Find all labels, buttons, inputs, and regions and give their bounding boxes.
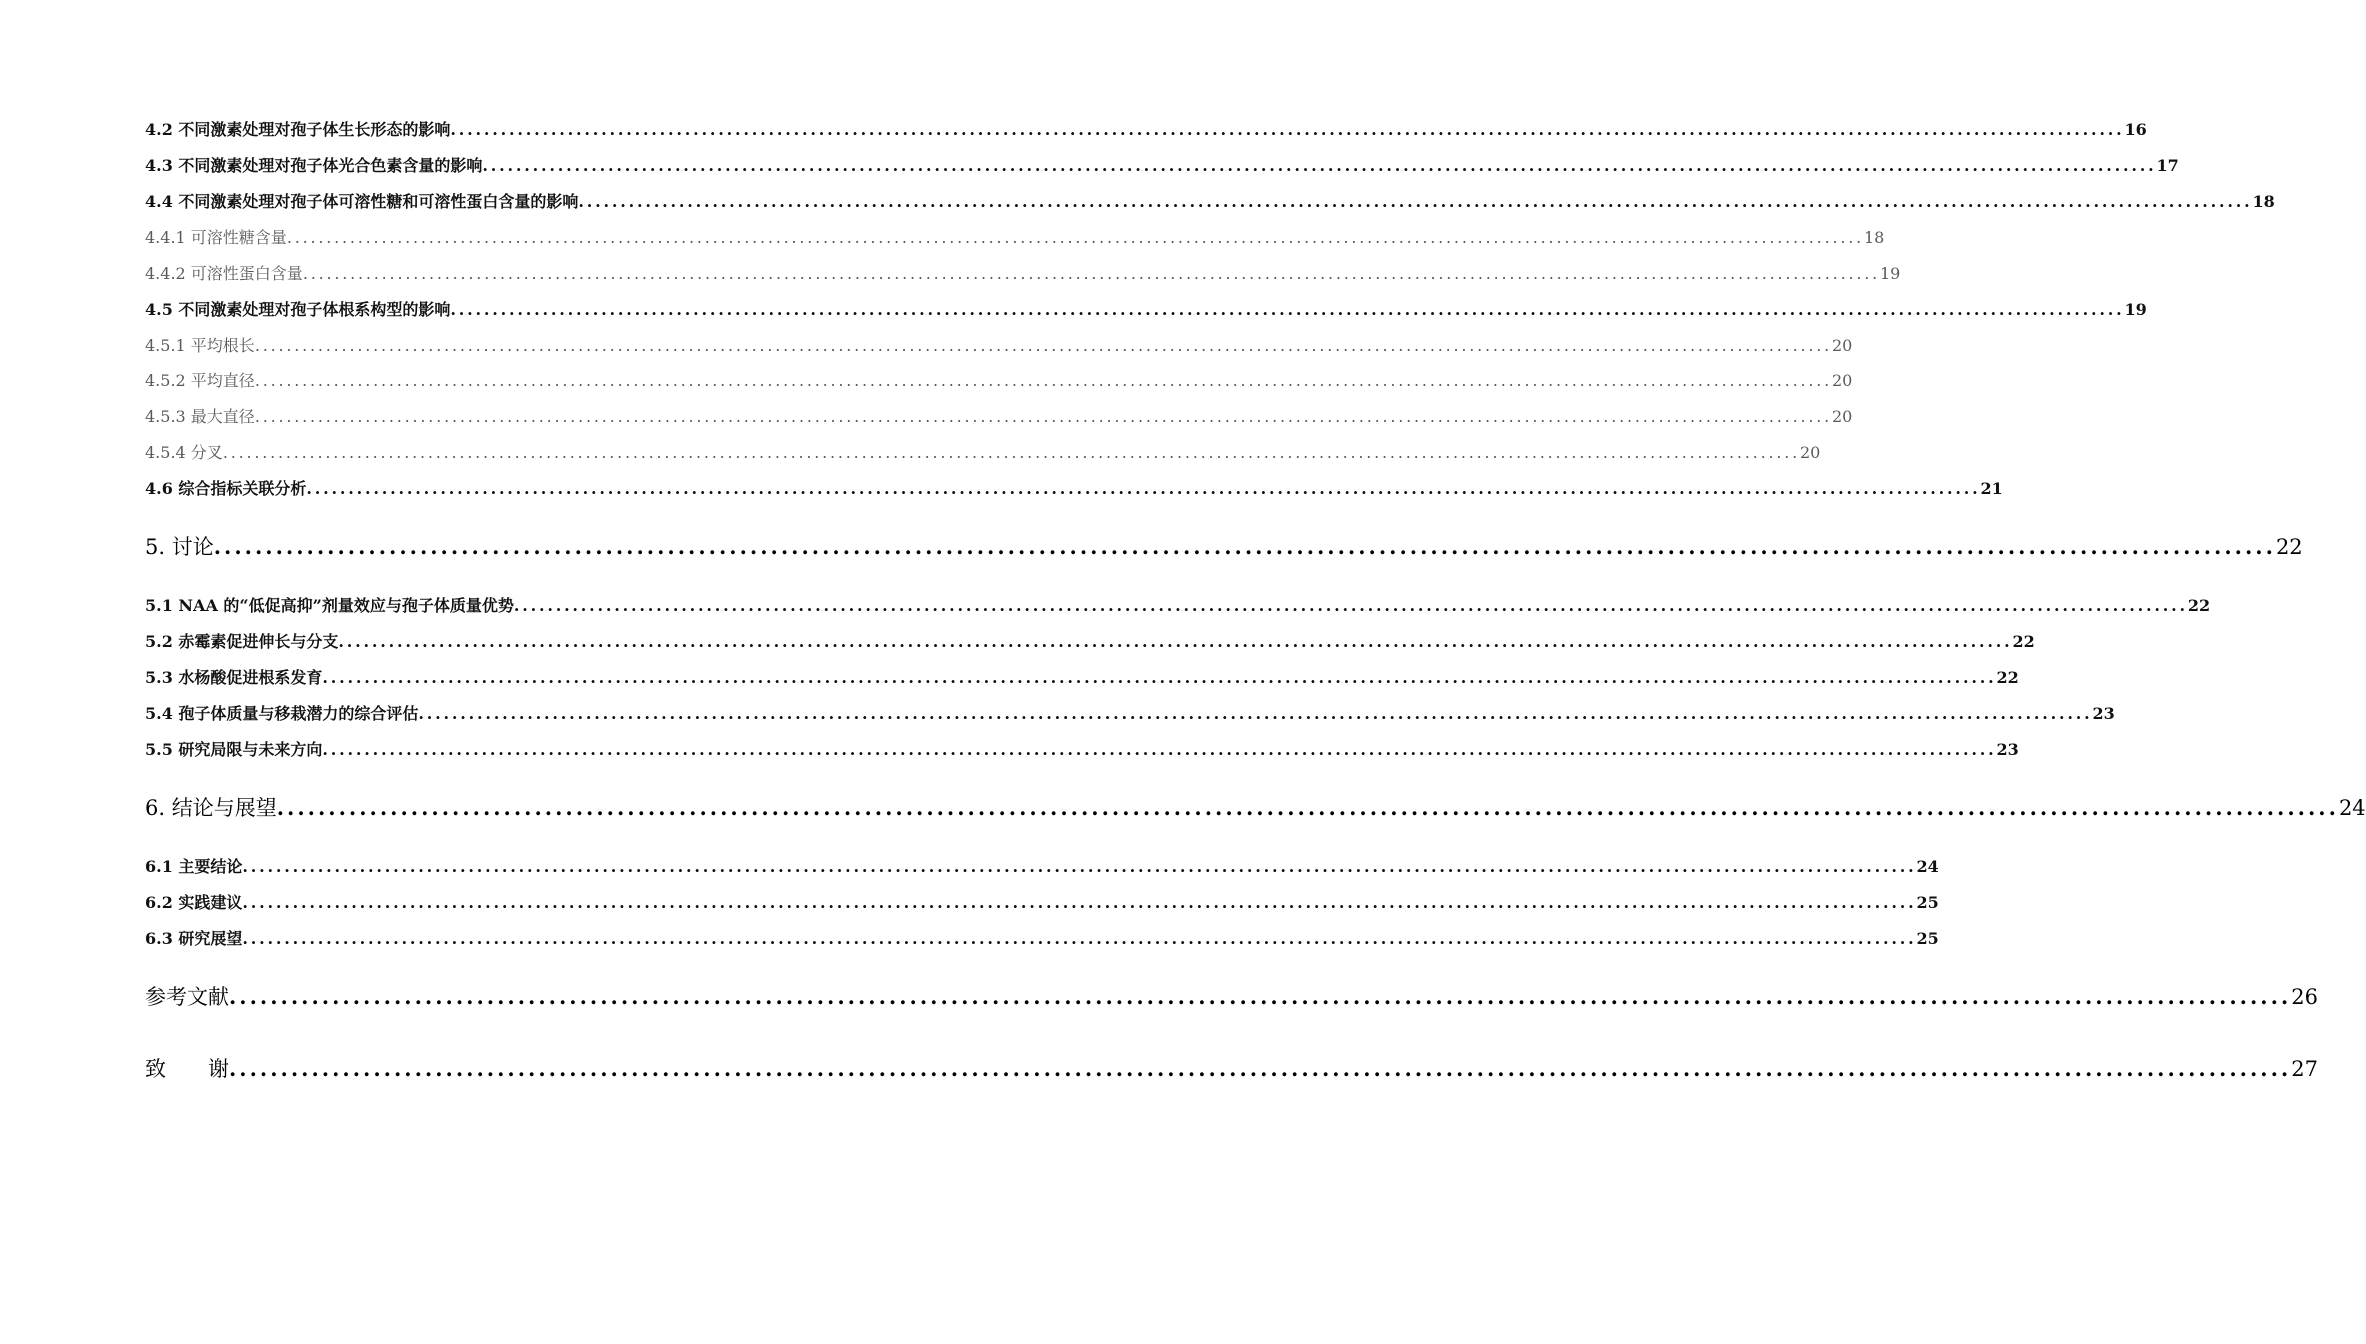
toc-page-number: 25	[1916, 929, 1939, 948]
toc-page-number: 16	[2124, 120, 2147, 139]
toc-page-number: 22	[1996, 668, 2019, 687]
toc-entry-title: 4.5.3 最大直径	[145, 407, 255, 426]
toc-page-number: 18	[1864, 228, 1885, 247]
toc-leader-dots: ........................................................................................................................................................................................................	[450, 300, 2125, 319]
toc-entry-title: 4.4 不同激素处理对孢子体可溶性糖和可溶性蛋白含量的影响	[145, 192, 579, 211]
toc-entry-title: 5. 讨论	[145, 535, 214, 559]
toc-leader-dots: ........................................................................................................................................................................................................	[306, 479, 1981, 498]
toc-entry-title: 4.3 不同激素处理对孢子体光合色素含量的影响	[145, 156, 483, 175]
toc-leader-dots: ........................................................................................................................................................................................................	[482, 156, 2157, 175]
toc-page-number: 20	[1800, 443, 1821, 462]
toc-entry-title: 4.5.4 分叉	[145, 443, 223, 462]
toc-entry-4-5-2[interactable]	[145, 368, 1853, 391]
toc-page-number: 19	[2124, 300, 2147, 319]
toc-acknowledgements[interactable]	[145, 1053, 2318, 1083]
toc-page-number: 18	[2252, 192, 2275, 211]
toc-entry-title: 4.2 不同激素处理对孢子体生长形态的影响	[145, 120, 451, 139]
toc-leader-dots: ........................................................................................................................................................................................................	[513, 596, 2188, 615]
toc-entry-title: 4.5.2 平均直径	[145, 371, 255, 390]
toc-page-number: 20	[1832, 336, 1853, 355]
toc-references[interactable]	[145, 981, 2318, 1011]
toc-entry-4-3[interactable]	[145, 153, 2179, 176]
toc-entry-title: 6.3 研究展望	[145, 929, 243, 948]
toc-leader-dots: ........................................................................................................................................................................................................	[242, 929, 1917, 948]
toc-leader-dots: ........................................................................................................................................................................................................	[229, 984, 2292, 1009]
toc-leader-dots: ........................................................................................................................................................................................................	[222, 443, 1800, 462]
toc-entry-6-1[interactable]	[145, 854, 1939, 877]
toc-entry-title: 5.2 赤霉素促进伸长与分支	[145, 632, 339, 651]
toc-entry-4-5-1[interactable]	[145, 333, 1853, 356]
toc-leader-dots: ........................................................................................................................................................................................................	[338, 632, 2013, 651]
toc-page-number: 24	[2338, 796, 2366, 820]
toc-entry-4-5-4[interactable]	[145, 440, 1821, 463]
toc-entry-6-3[interactable]	[145, 926, 1939, 949]
toc-page-number: 25	[1916, 893, 1939, 912]
toc-entry-title: 致 谢	[145, 1057, 229, 1081]
toc-entry-title: 6.1 主要结论	[145, 857, 243, 876]
toc-entry-title: 5.3 水杨酸促进根系发育	[145, 668, 323, 687]
toc-page-number: 26	[2291, 985, 2318, 1009]
toc-leader-dots: ........................................................................................................................................................................................................	[213, 534, 2276, 559]
toc-page-number: 20	[1832, 407, 1853, 426]
toc-entry-title: 6. 结论与展望	[145, 796, 277, 820]
toc-entry-4-2[interactable]	[145, 117, 2147, 140]
toc-entry-5-3[interactable]	[145, 665, 2019, 688]
toc-leader-dots: ........................................................................................................................................................................................................	[254, 371, 1832, 390]
toc-page-number: 22	[2012, 632, 2035, 651]
toc-page-number: 19	[1880, 264, 1901, 283]
toc-page-number: 24	[1916, 857, 1939, 876]
toc-leader-dots: ........................................................................................................................................................................................................	[229, 1056, 2292, 1081]
toc-leader-dots: ........................................................................................................................................................................................................	[276, 795, 2339, 820]
toc-page-number: 22	[2275, 535, 2303, 559]
toc-entry-4-5[interactable]	[145, 297, 2147, 320]
toc-entry-title: 5.4 孢子体质量与移栽潜力的综合评估	[145, 704, 419, 723]
toc-leader-dots: ........................................................................................................................................................................................................	[242, 893, 1917, 912]
toc-entry-title: 6.2 实践建议	[145, 893, 243, 912]
toc-entry-4-4-1[interactable]	[145, 225, 1885, 248]
toc-leader-dots: ........................................................................................................................................................................................................	[322, 668, 1997, 687]
toc-entry-5-1[interactable]	[145, 593, 2211, 616]
toc-page-number: 21	[1980, 479, 2003, 498]
toc-leader-dots: ........................................................................................................................................................................................................	[254, 407, 1832, 426]
toc-leader-dots: ........................................................................................................................................................................................................	[578, 192, 2253, 211]
toc-page-number: 27	[2291, 1057, 2318, 1081]
toc-leader-dots: ........................................................................................................................................................................................................	[302, 264, 1880, 283]
toc-leader-dots: ........................................................................................................................................................................................................	[450, 120, 2125, 139]
toc-entry-title: 4.5.1 平均根长	[145, 336, 255, 355]
toc-entry-title: 4.4.1 可溶性糖含量	[145, 228, 287, 247]
toc-entry-title: 4.5 不同激素处理对孢子体根系构型的影响	[145, 300, 451, 319]
toc-entry-6-2[interactable]	[145, 890, 1939, 913]
toc-page-number: 20	[1832, 371, 1853, 390]
toc-chapter-5[interactable]	[145, 531, 2303, 561]
toc-entry-title: 4.6 综合指标关联分析	[145, 479, 307, 498]
toc-entry-4-6[interactable]	[145, 476, 2003, 499]
toc-page-number: 17	[2156, 156, 2179, 175]
toc-entry-title: 参考文献	[145, 985, 229, 1009]
toc-entry-4-4[interactable]	[145, 189, 2275, 212]
toc-chapter-6[interactable]	[145, 792, 2366, 822]
toc-entry-title: 4.4.2 可溶性蛋白含量	[145, 264, 303, 283]
toc-leader-dots: ........................................................................................................................................................................................................	[418, 704, 2093, 723]
toc-leader-dots: ........................................................................................................................................................................................................	[242, 857, 1917, 876]
toc-entry-5-4[interactable]	[145, 701, 2115, 724]
toc-entry-5-2[interactable]	[145, 629, 2035, 652]
toc-entry-title: 5.5 研究局限与未来方向	[145, 740, 323, 759]
toc-entry-4-4-2[interactable]	[145, 261, 1901, 284]
toc-leader-dots: ........................................................................................................................................................................................................	[254, 336, 1832, 355]
toc-entry-4-5-3[interactable]	[145, 404, 1853, 427]
toc-entry-title: 5.1 NAA 的“低促高抑”剂量效应与孢子体质量优势	[145, 596, 514, 615]
toc-entry-5-5[interactable]	[145, 737, 2019, 760]
toc-leader-dots: ........................................................................................................................................................................................................	[322, 740, 1997, 759]
toc-leader-dots: ........................................................................................................................................................................................................	[286, 228, 1864, 247]
toc-page-number: 23	[2092, 704, 2115, 723]
toc-page-number: 22	[2187, 596, 2211, 615]
toc-page-number: 23	[1996, 740, 2019, 759]
